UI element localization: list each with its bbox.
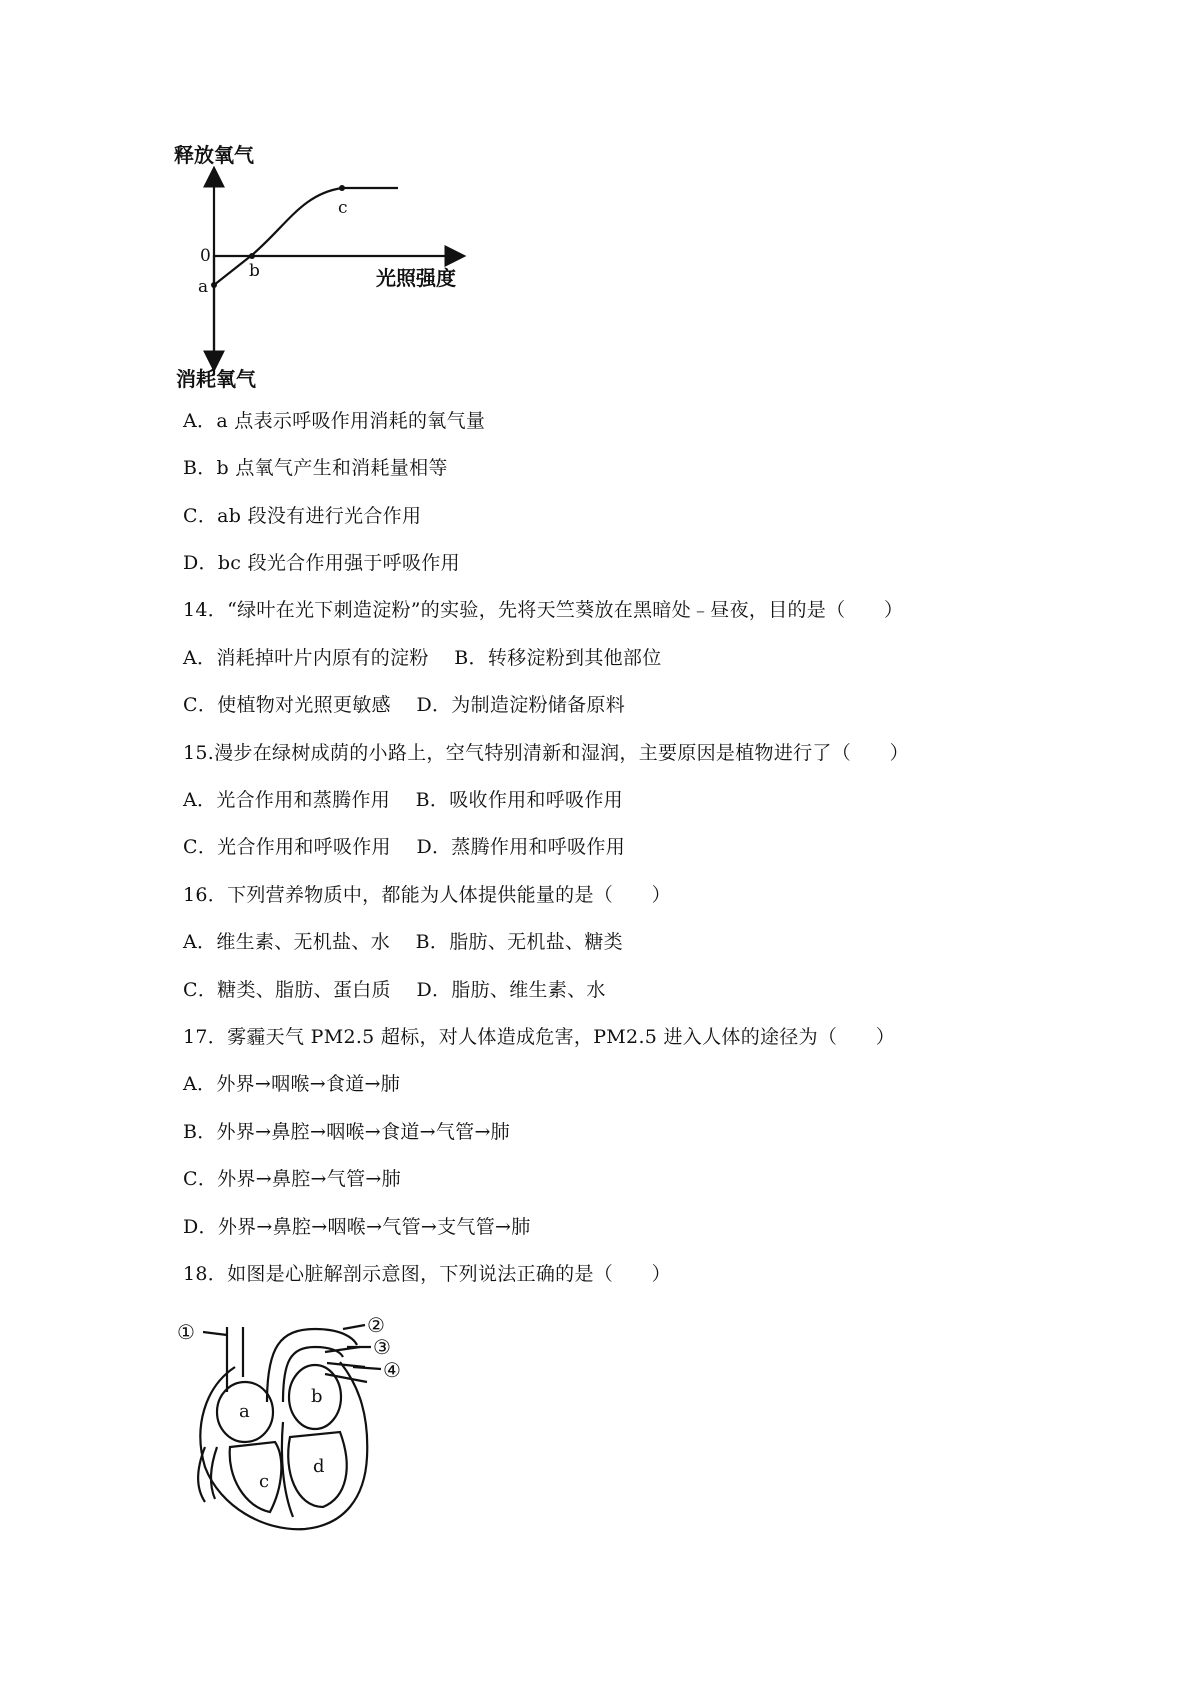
y-axis-top-label: 释放氧气 <box>174 143 254 167</box>
label-3: ③ <box>373 1335 391 1359</box>
q14-options-row1: A．消耗掉叶片内原有的淀粉 B．转移淀粉到其他部位 <box>183 647 662 669</box>
chamber-c-label: c <box>259 1471 270 1492</box>
photosynthesis-graph <box>172 140 512 390</box>
q13-option-d: D．bc 段光合作用强于呼吸作用 <box>183 552 460 574</box>
point-b-label: b <box>249 261 260 281</box>
point-a-label: a <box>198 277 209 297</box>
q14-options-row2: C．使植物对光照更敏感 D．为制造淀粉储备原料 <box>183 694 626 716</box>
q17-option-a: A．外界→咽喉→食道→肺 <box>183 1073 401 1095</box>
label-1: ① <box>177 1320 195 1344</box>
curve <box>214 188 398 285</box>
chamber-c-outline <box>230 1442 282 1512</box>
q17-option-c: C．外界→鼻腔→气管→肺 <box>183 1168 401 1190</box>
point-c <box>339 185 345 191</box>
q15-stem: 15.漫步在绿树成荫的小路上，空气特别清新和湿润，主要原因是植物进行了（ ） <box>183 742 909 764</box>
leader-4 <box>353 1367 381 1369</box>
q17-stem: 17．雾霾天气 PM2.5 超标，对人体造成危害，PM2.5 进入人体的途径为（ ） <box>183 1026 896 1048</box>
heart-diagram <box>175 1307 455 1537</box>
q15-options-row2: C．光合作用和呼吸作用 D．蒸腾作用和呼吸作用 <box>183 836 626 858</box>
label-4: ④ <box>383 1358 401 1382</box>
q14-stem: 14．“绿叶在光下刺造淀粉”的实验，先将天竺葵放在黑暗处﹣昼夜，目的是（ ） <box>183 599 904 621</box>
chamber-d-label: d <box>313 1456 325 1477</box>
q16-options-row2: C．糖类、脂肪、蛋白质 D．脂肪、维生素、水 <box>183 979 606 1001</box>
point-b <box>249 253 255 259</box>
q17-option-b: B．外界→鼻腔→咽喉→食道→气管→肺 <box>183 1121 510 1143</box>
leader-2 <box>343 1325 365 1329</box>
y-axis-bottom-label: 消耗氧气 <box>176 367 256 390</box>
q17-option-d: D．外界→鼻腔→咽喉→气管→支气管→肺 <box>183 1216 531 1238</box>
q13-option-c: C．ab 段没有进行光合作用 <box>183 505 422 527</box>
q16-stem: 16．下列营养物质中，都能为人体提供能量的是（ ） <box>183 884 671 906</box>
q18-stem: 18．如图是心脏解剖示意图，下列说法正确的是（ ） <box>183 1263 671 1285</box>
point-a <box>211 282 217 288</box>
q16-options-row1: A．维生素、无机盐、水 B．脂肪、无机盐、糖类 <box>183 931 623 953</box>
leader-1 <box>203 1332 227 1335</box>
point-c-label: c <box>338 198 348 218</box>
chamber-b-label: b <box>311 1386 323 1407</box>
x-axis-label: 光照强度 <box>376 266 456 290</box>
q15-options-row1: A．光合作用和蒸腾作用 B．吸收作用和呼吸作用 <box>183 789 623 811</box>
chamber-a-label: a <box>239 1401 250 1422</box>
q13-option-b: B．b 点氧气产生和消耗量相等 <box>183 457 448 479</box>
origin-label: 0 <box>200 246 211 266</box>
label-2: ② <box>367 1313 385 1337</box>
pulmonary-vessels <box>325 1347 367 1382</box>
q13-option-a: A．a 点表示呼吸作用消耗的氧气量 <box>183 410 486 432</box>
